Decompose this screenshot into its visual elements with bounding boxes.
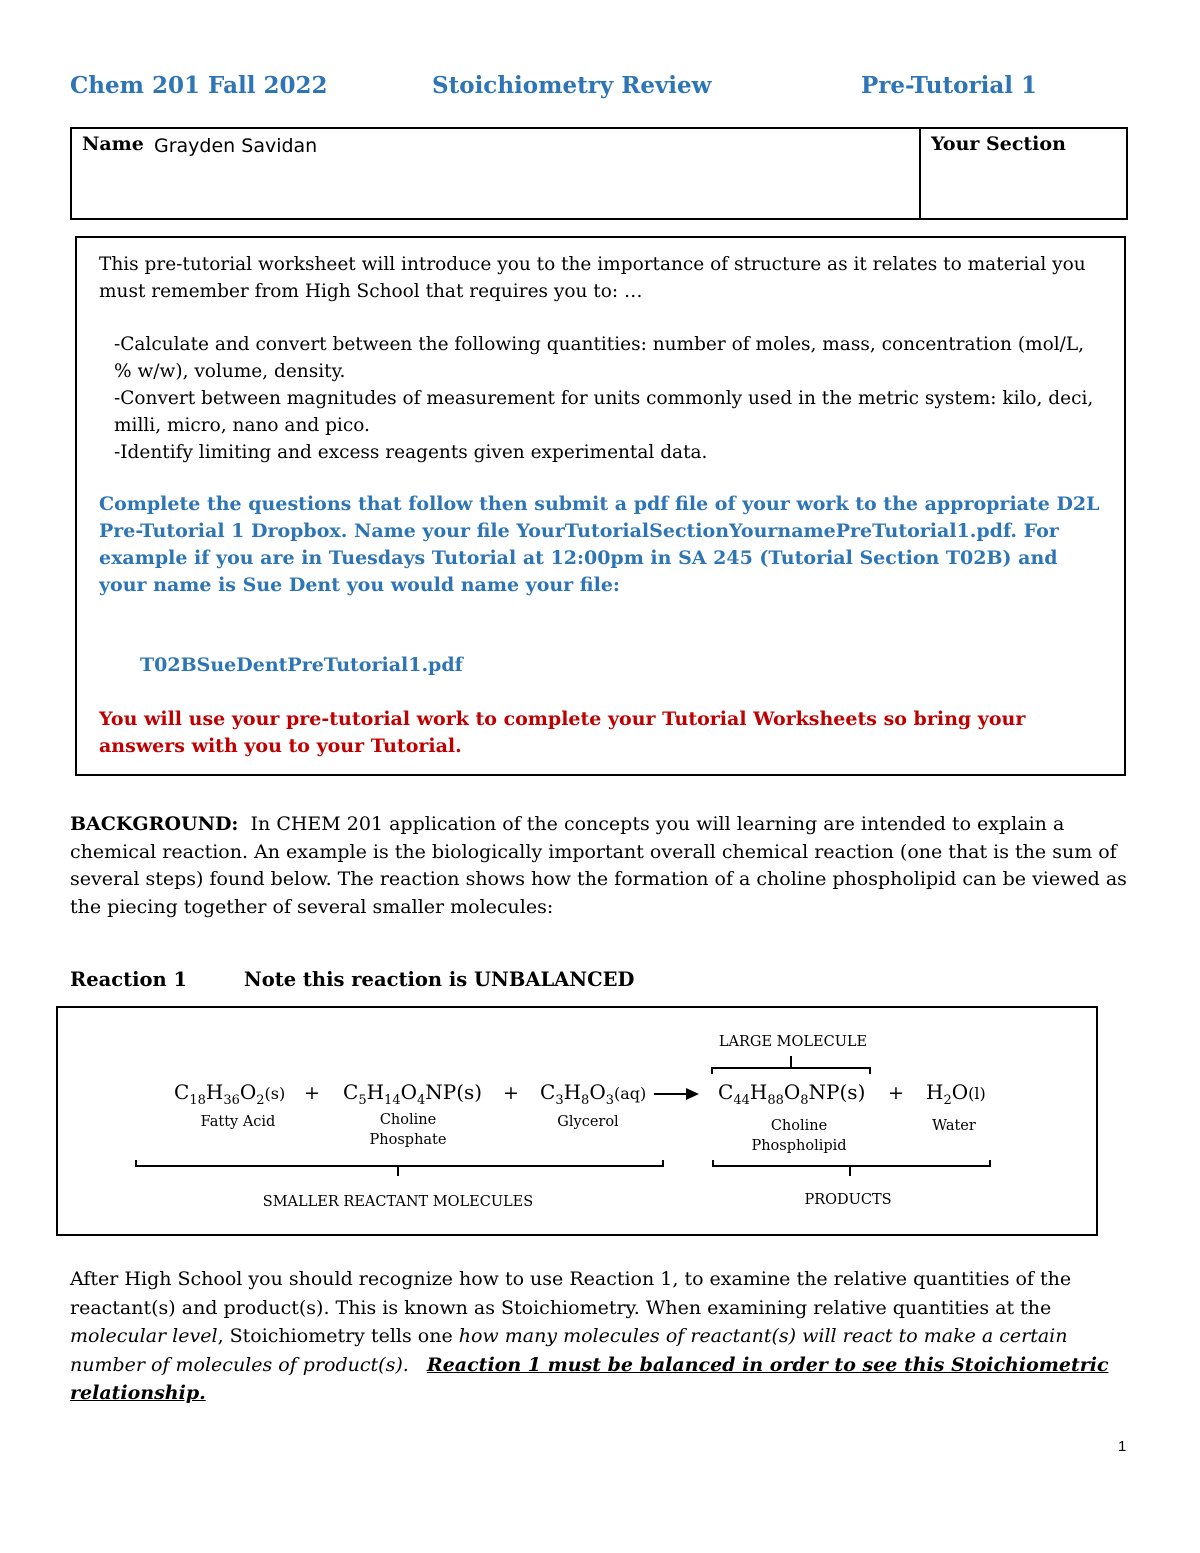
reactants-bracket: [136, 1160, 663, 1176]
background-paragraph: [70, 811, 1130, 921]
fatty-acid-formula: $C_{18}H_{36}O_2(s)$: [174, 1080, 286, 1108]
glycerol-formula: $C_3H_8O_3(aq)$: [540, 1080, 647, 1108]
assignment-title: Pre-Tutorial 1: [861, 72, 1037, 99]
fatty-acid-label: Fatty Acid: [200, 1114, 276, 1130]
after-text-2: , Stoichiometry tells one: [217, 1325, 459, 1347]
name-field[interactable]: Grayden Savidan: [154, 135, 318, 157]
reaction-diagram: [56, 1006, 1098, 1236]
choline-phospholipid-formula: $C_{44}H_{88}O_8NP(s)$: [718, 1080, 866, 1108]
intro-lead: This pre-tutorial worksheet will introduce you to the importance of structure as it relates to material you must remember from High School that requires you to: …: [99, 254, 1086, 302]
choline-phospholipid-label: Choline Phospholipid: [751, 1118, 847, 1154]
intro-box: [75, 236, 1126, 776]
glycerol-label: Glycerol: [557, 1114, 619, 1130]
choline-phosphate-formula: $C_5H_{14}O_4NP(s)$: [343, 1080, 483, 1108]
name-section-table: [70, 127, 1128, 220]
plus-sign: +: [304, 1082, 320, 1104]
reaction-heading: [70, 968, 634, 991]
bullet-limiting: -Identify limiting and excess reagents given experimental data.: [114, 442, 708, 463]
choline-phosphate-label: Choline Phosphate: [369, 1112, 447, 1148]
course-title: Chem 201 Fall 2022: [70, 72, 328, 99]
large-molecule-bracket: [712, 1056, 870, 1074]
background-text: In CHEM 201 application of the concepts you will learning are intended to explain a chemical reaction. An example is the biologically important overall chemical reaction (one that is the sum of several steps) found below. The reaction shows how the formation of a choline phospholipid can be viewed as the piecing together of several smaller molecules:: [70, 813, 1127, 918]
after-em-1: molecular level: [70, 1325, 218, 1347]
example-filename: T02BSueDentPreTutorial1.pdf: [140, 654, 463, 676]
reaction-arrowhead: [686, 1088, 699, 1100]
after-em-2: how many molecules of reactant(s) will react to make a certain number of molecules of product(s).: [70, 1325, 1068, 1376]
section-field[interactable]: [931, 163, 1116, 213]
stoichiometry-paragraph: [70, 1265, 1130, 1408]
page-number: 1: [1118, 1438, 1127, 1455]
plus-sign: +: [503, 1082, 519, 1104]
bullet-convert: -Convert between magnitudes of measurement for units commonly used in the metric system: kilo, deci, milli, micro, nano and pico.: [114, 388, 1094, 436]
large-molecule-label: LARGE MOLECULE: [718, 1034, 868, 1050]
background-label: BACKGROUND:: [70, 813, 239, 835]
table-divider: [919, 129, 921, 218]
balance-emphasis: Reaction 1 must be balanced in order to see this Stoichiometric relationship.: [70, 1353, 1109, 1404]
name-label: Name: [82, 133, 144, 155]
water-label: Water: [932, 1118, 976, 1134]
bullet-calculate: -Calculate and convert between the following quantities: number of moles, mass, concentration (mol/L, % w/w), volume, density.: [114, 334, 1085, 382]
products-label: PRODUCTS: [804, 1192, 892, 1208]
tutorial-warning: You will use your pre-tutorial work to complete your Tutorial Worksheets so bring your answers with you to your Tutorial.: [99, 708, 1026, 757]
reaction-title: Reaction 1: [70, 968, 188, 991]
plus-sign: +: [888, 1082, 904, 1104]
reactants-label: SMALLER REACTANT MOLECULES: [262, 1194, 534, 1210]
reaction-note: Note this reaction is UNBALANCED: [243, 968, 635, 991]
after-text-1: After High School you should recognize how to use Reaction 1, to examine the relative quantities of the reactant(s) and product(s). This is known as Stoichiometry. When examining relative quantities at the: [70, 1268, 1072, 1319]
topic-title: Stoichiometry Review: [432, 72, 712, 99]
products-bracket: [713, 1160, 990, 1176]
submission-instructions: Complete the questions that follow then submit a pdf file of your work to the appropriate D2L Pre-Tutorial 1 Dropbox. Name your file YourTutorialSectionYournamePreTutorial1.pdf. For example if you are in Tuesdays Tutorial at 12:00pm in SA 245 (Tutorial Section T02B) and your name is Sue Dent you would name your file:: [99, 493, 1100, 596]
section-label: Your Section: [931, 133, 1066, 155]
water-formula: $H_2O(l)$: [926, 1080, 986, 1108]
